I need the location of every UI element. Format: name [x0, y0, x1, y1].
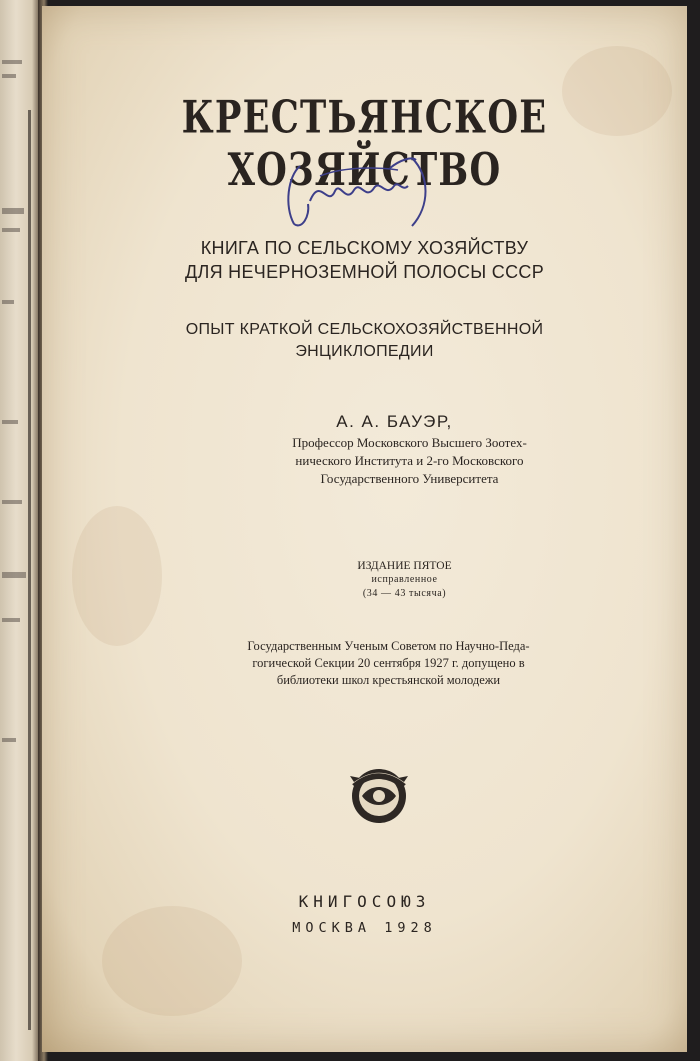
handwritten-signature [280, 146, 440, 236]
text-fragment [2, 228, 20, 232]
author-affiliation [87, 434, 700, 488]
edition-line: ИЗДАНИЕ ПЯТОЕ [357, 560, 452, 572]
edition-line: (34 — 43 тысяча) [362, 588, 447, 599]
subtitle-line: ДЛЯ НЕЧЕРНОЗЕМНОЙ ПОЛОСЫ СССР [184, 262, 544, 282]
publisher-logo-icon [342, 758, 416, 828]
subtitle-encyclopedia [42, 319, 687, 363]
text-fragment [2, 60, 22, 64]
page-border-line [28, 110, 31, 1030]
affiliation-line: Государственного Университета [320, 471, 499, 486]
author-name: А. А. БАУЭР, [336, 412, 453, 431]
text-fragment [2, 74, 16, 78]
city-year: МОСКВА 1928 [292, 920, 437, 936]
publisher-name: КНИГОСОЮЗ [298, 892, 431, 911]
subtitle [42, 236, 687, 284]
subtitle-line: ЭНЦИКЛОПЕДИИ [295, 343, 434, 360]
book-title: КРЕСТЬЯНСКОЕ ХОЗЯЙСТВО [181, 91, 548, 197]
text-fragment [2, 738, 16, 742]
approval-line: Государственным Ученым Советом по Научно-Педа- [247, 639, 530, 653]
text-fragment [2, 500, 22, 504]
affiliation-line: нического Института и 2-го Московского [295, 453, 524, 468]
adjacent-page-edge [0, 0, 40, 1061]
approval-line: библиотеки школ крестьянской молодежи [276, 673, 501, 687]
subtitle-line: КНИГА ПО СЕЛЬСКОМУ ХОЗЯЙСТВУ [200, 238, 529, 258]
text-fragment [2, 208, 24, 214]
approval-note [66, 638, 700, 689]
text-fragment [2, 420, 18, 424]
edition-line: исправленное [371, 574, 438, 585]
text-fragment [2, 572, 26, 578]
text-fragment [2, 300, 14, 304]
affiliation-line: Профессор Московского Высшего Зоотех- [292, 435, 527, 450]
text-fragment [2, 618, 20, 622]
approval-line: гогической Секции 20 сентября 1927 г. допущено в [252, 656, 525, 670]
edition-info [82, 559, 700, 601]
subtitle-line: ОПЫТ КРАТКОЙ СЕЛЬСКОХОЗЯЙСТВЕННОЙ [185, 321, 544, 338]
title-page [42, 6, 687, 1052]
